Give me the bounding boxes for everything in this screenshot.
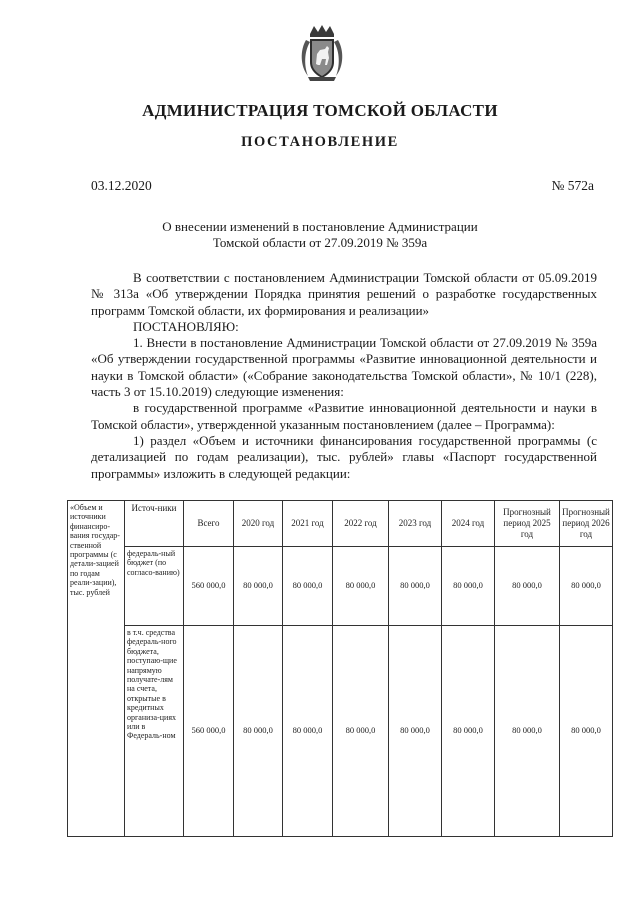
source-cell: федераль-ный бюджет (по согласо-ванию): [125, 547, 184, 626]
value-cell: 80 000,0: [389, 547, 442, 626]
item-1-1-paragraph: 1) раздел «Объем и источники финансирования государственной программы (с детализацией по годам реализации), тыс. рублей» главы «Паспорт государственной программы» изложить в следующей редакции:: [91, 432, 597, 481]
organization-title: АДМИНИСТРАЦИЯ ТОМСКОЙ ОБЛАСТИ: [142, 101, 498, 120]
preamble-paragraph: В соответствии с постановлением Администрации Томской области от 05.09.2019 № 313а «Об утверждении Порядка принятия решений о разработке государственных программ Томской области, их формирования и реализации»: [91, 270, 597, 318]
document-number: № 572а: [551, 178, 594, 193]
item-1-text-paragraph: в государственной программе «Развитие инновационной деятельности и науки в Томской области», утвержденной указанным постановлением (далее – Программа):: [91, 400, 597, 432]
header-cell: 2024 год: [442, 501, 495, 547]
document-type: ПОСТАНОВЛЕНИЕ: [241, 134, 399, 150]
value-cell: 80 000,0: [560, 626, 613, 837]
header-cell: Источ-ники: [125, 501, 184, 547]
header-cell: 2020 год: [234, 501, 283, 547]
subject-line-1: О внесении изменений в постановление Администрации: [162, 219, 478, 234]
document-date: 03.12.2020: [91, 178, 152, 193]
row-label-cell: «Объем и источники финансиро-вания государ-ственной программы (с детали-зацией по годам реали-зации), тыс. рублей: [68, 501, 125, 837]
value-cell: 560 000,0: [184, 547, 234, 626]
value-cell: 80 000,0: [333, 547, 389, 626]
document-subject: [120, 219, 520, 251]
table-header-row: [68, 501, 613, 547]
value-cell: 80 000,0: [389, 626, 442, 837]
value-cell: 80 000,0: [495, 626, 560, 837]
value-cell: 80 000,0: [283, 626, 333, 837]
table-row: [68, 547, 613, 626]
decree-word: ПОСТАНОВЛЯЮ:: [133, 318, 239, 334]
value-cell: 80 000,0: [442, 547, 495, 626]
header-cell: 2022 год: [333, 501, 389, 547]
value-cell: 80 000,0: [333, 626, 389, 837]
header-cell: Всего: [184, 501, 234, 547]
subject-line-2: Томской области от 27.09.2019 № 359а: [212, 235, 428, 250]
value-cell: 560 000,0: [184, 626, 234, 837]
source-cell: в т.ч. средства федераль-ного бюджета, поступаю-щие напрямую получате-лям на счета, открытые в кредитных организа-циях или в Федераль-ном: [125, 626, 184, 837]
header-cell: 2023 год: [389, 501, 442, 547]
coat-of-arms-icon: [298, 24, 346, 84]
header-cell: Прогнозный период 2026 год: [560, 501, 613, 547]
value-cell: 80 000,0: [283, 547, 333, 626]
item-1-paragraph: 1. Внести в постановление Администрации Томской области от 27.09.2019 № 359а «Об утверждении государственной программы «Развитие инновационной деятельности и науки в Томской области» («Собрание законодательства Томской области», № 10/1 (228), часть 3 от 15.10.2019) следующие изменения:: [91, 335, 597, 400]
value-cell: 80 000,0: [560, 547, 613, 626]
value-cell: 80 000,0: [442, 626, 495, 837]
document-body: [91, 270, 597, 482]
table-row: [68, 626, 613, 837]
financing-table: [67, 500, 613, 837]
value-cell: 80 000,0: [234, 626, 283, 837]
value-cell: 80 000,0: [234, 547, 283, 626]
header-cell: 2021 год: [283, 501, 333, 547]
header-cell: Прогнозный период 2025 год: [495, 501, 560, 547]
value-cell: 80 000,0: [495, 547, 560, 626]
